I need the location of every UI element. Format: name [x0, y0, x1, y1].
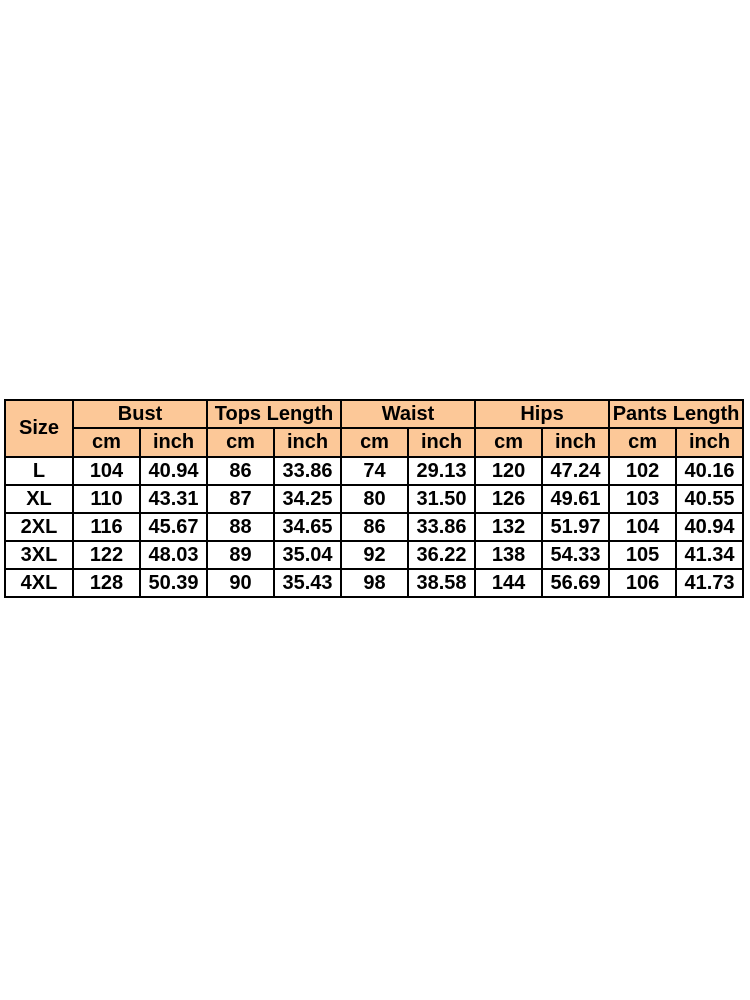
unit-header-inch: inch	[140, 428, 207, 457]
size-cell: 3XL	[5, 541, 73, 569]
value-cell: 48.03	[140, 541, 207, 569]
value-cell: 86	[207, 457, 274, 485]
value-cell: 40.94	[676, 513, 743, 541]
value-cell: 120	[475, 457, 542, 485]
size-header: Size	[5, 400, 73, 457]
value-cell: 56.69	[542, 569, 609, 597]
header-row-units	[5, 428, 743, 457]
value-cell: 34.25	[274, 485, 341, 513]
size-chart-table	[4, 399, 744, 598]
unit-header-cm: cm	[341, 428, 408, 457]
group-header-pants-length: Pants Length	[609, 400, 743, 428]
header-row-groups	[5, 400, 743, 428]
value-cell: 51.97	[542, 513, 609, 541]
value-cell: 116	[73, 513, 140, 541]
size-cell: 4XL	[5, 569, 73, 597]
group-header-waist: Waist	[341, 400, 475, 428]
value-cell: 29.13	[408, 457, 475, 485]
size-cell: XL	[5, 485, 73, 513]
value-cell: 33.86	[408, 513, 475, 541]
table-row	[5, 513, 743, 541]
value-cell: 122	[73, 541, 140, 569]
value-cell: 41.34	[676, 541, 743, 569]
value-cell: 47.24	[542, 457, 609, 485]
value-cell: 74	[341, 457, 408, 485]
unit-header-cm: cm	[73, 428, 140, 457]
table-row	[5, 541, 743, 569]
value-cell: 50.39	[140, 569, 207, 597]
value-cell: 33.86	[274, 457, 341, 485]
size-cell: 2XL	[5, 513, 73, 541]
value-cell: 92	[341, 541, 408, 569]
value-cell: 31.50	[408, 485, 475, 513]
value-cell: 43.31	[140, 485, 207, 513]
value-cell: 88	[207, 513, 274, 541]
value-cell: 110	[73, 485, 140, 513]
value-cell: 144	[475, 569, 542, 597]
value-cell: 49.61	[542, 485, 609, 513]
value-cell: 87	[207, 485, 274, 513]
value-cell: 128	[73, 569, 140, 597]
value-cell: 80	[341, 485, 408, 513]
group-header-tops-length: Tops Length	[207, 400, 341, 428]
value-cell: 35.43	[274, 569, 341, 597]
value-cell: 35.04	[274, 541, 341, 569]
value-cell: 90	[207, 569, 274, 597]
table-row	[5, 457, 743, 485]
size-cell: L	[5, 457, 73, 485]
group-header-hips: Hips	[475, 400, 609, 428]
value-cell: 34.65	[274, 513, 341, 541]
value-cell: 40.16	[676, 457, 743, 485]
unit-header-inch: inch	[274, 428, 341, 457]
value-cell: 45.67	[140, 513, 207, 541]
value-cell: 106	[609, 569, 676, 597]
unit-header-inch: inch	[542, 428, 609, 457]
value-cell: 138	[475, 541, 542, 569]
table-header	[5, 400, 743, 457]
value-cell: 86	[341, 513, 408, 541]
value-cell: 89	[207, 541, 274, 569]
value-cell: 104	[609, 513, 676, 541]
group-header-bust: Bust	[73, 400, 207, 428]
table-body	[5, 457, 743, 597]
value-cell: 102	[609, 457, 676, 485]
value-cell: 105	[609, 541, 676, 569]
unit-header-cm: cm	[475, 428, 542, 457]
value-cell: 41.73	[676, 569, 743, 597]
table-row	[5, 485, 743, 513]
unit-header-inch: inch	[408, 428, 475, 457]
unit-header-cm: cm	[207, 428, 274, 457]
value-cell: 98	[341, 569, 408, 597]
value-cell: 38.58	[408, 569, 475, 597]
value-cell: 126	[475, 485, 542, 513]
value-cell: 40.55	[676, 485, 743, 513]
value-cell: 103	[609, 485, 676, 513]
value-cell: 104	[73, 457, 140, 485]
value-cell: 54.33	[542, 541, 609, 569]
value-cell: 40.94	[140, 457, 207, 485]
value-cell: 132	[475, 513, 542, 541]
unit-header-cm: cm	[609, 428, 676, 457]
unit-header-inch: inch	[676, 428, 743, 457]
value-cell: 36.22	[408, 541, 475, 569]
table-row	[5, 569, 743, 597]
